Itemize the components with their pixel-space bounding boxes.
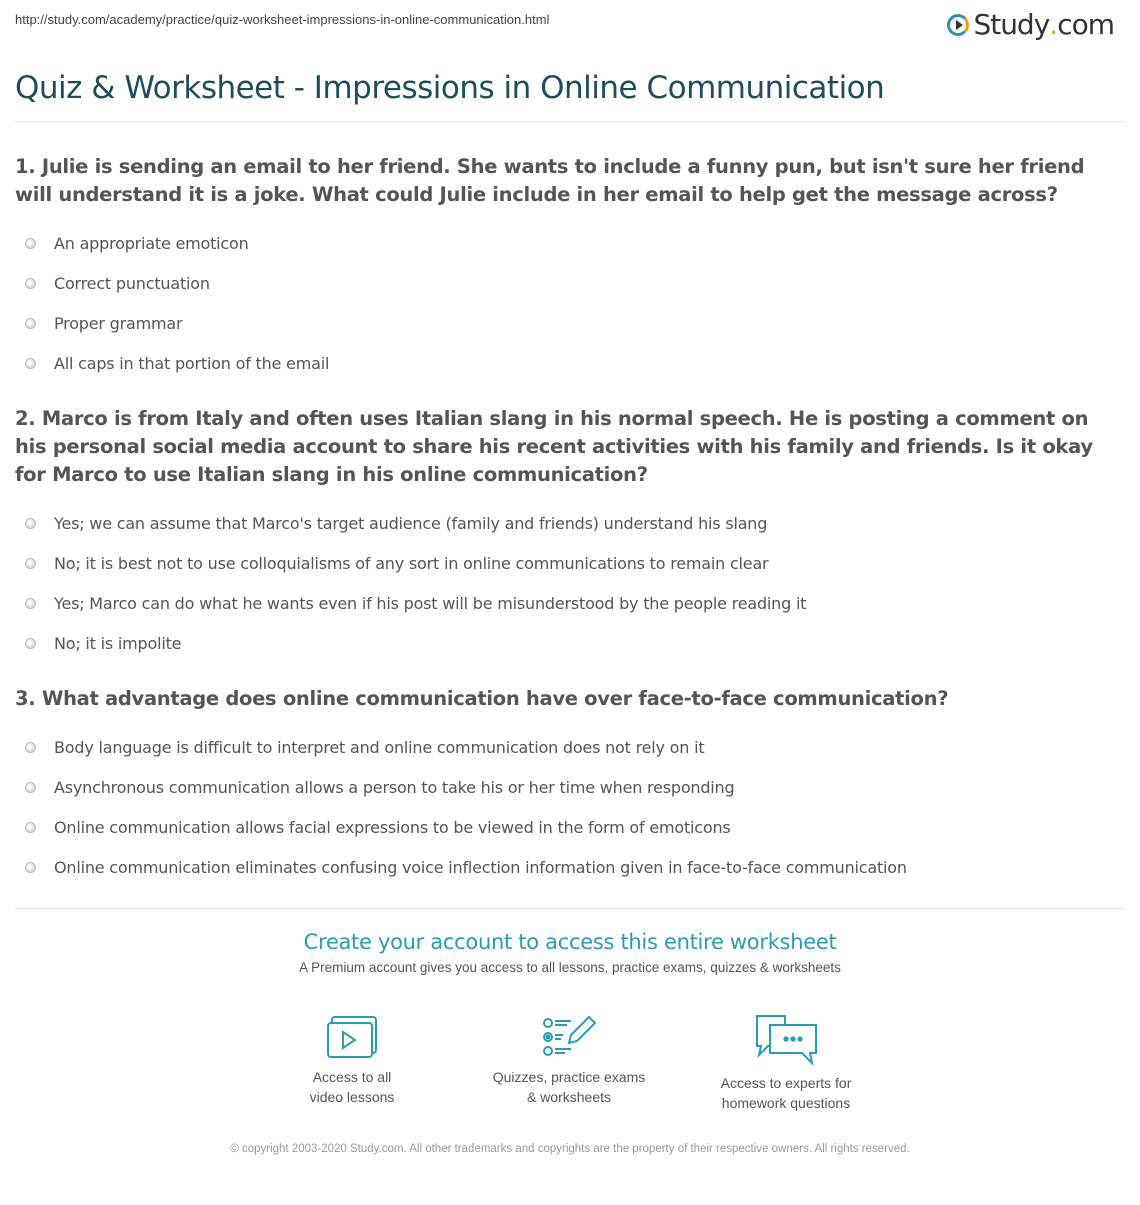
divider	[15, 908, 1125, 909]
radio-icon[interactable]	[25, 238, 36, 249]
cta-heading[interactable]: Create your account to access this entire worksheet	[303, 930, 837, 954]
answer-option[interactable]	[15, 767, 1120, 807]
page-url: http://study.com/academy/practice/quiz-worksheet-impressions-in-online-communication.html	[15, 12, 550, 27]
answer-label: Yes; we can assume that Marco's target audience (family and friends) understand his slang	[54, 513, 768, 533]
radio-icon[interactable]	[25, 278, 36, 289]
answer-label: Online communication allows facial expressions to be viewed in the form of emoticons	[54, 817, 731, 837]
answer-option[interactable]	[15, 303, 1120, 343]
radio-icon[interactable]	[25, 318, 36, 329]
answer-label: All caps in that portion of the email	[54, 353, 330, 373]
feature-label: & worksheets	[526, 1089, 612, 1105]
answer-option[interactable]	[15, 223, 1120, 263]
answer-option[interactable]	[15, 543, 1120, 583]
answer-label: Proper grammar	[54, 313, 183, 333]
answer-label: Yes; Marco can do what he wants even if his post will be misunderstood by the people reading it	[54, 593, 807, 613]
feature-label: video lessons	[309, 1089, 395, 1105]
answer-option[interactable]	[15, 503, 1120, 543]
answer-label: Correct punctuation	[54, 273, 210, 293]
answer-option[interactable]	[15, 847, 1120, 887]
feature-label: Quizzes, practice exams	[492, 1069, 646, 1085]
study-com-logo[interactable]	[947, 8, 1114, 41]
logo-dot: .	[1049, 8, 1058, 41]
divider	[15, 121, 1125, 122]
answer-label: Body language is difficult to interpret and online communication does not rely on it	[54, 737, 705, 757]
play-logo-icon	[947, 14, 969, 36]
answer-option[interactable]	[15, 583, 1120, 623]
copyright: © copyright 2003-2020 Study.com. All other trademarks and copyrights are the property of their respective owners. All rights reserved.	[230, 1143, 910, 1155]
page-title: Quiz & Worksheet - Impressions in Online Communication	[15, 70, 885, 106]
question-3	[15, 685, 1120, 887]
question-text: 2. Marco is from Italy and often uses Italian slang in his normal speech. He is posting a comment on his personal social media account to share his recent activities with his family and friends. Is it okay for Marco to use Italian slang in his online communication?	[15, 407, 1093, 486]
radio-icon[interactable]	[25, 598, 36, 609]
cta-subtext: A Premium account gives you access to all lessons, practice exams, quizzes & worksheets	[299, 960, 841, 975]
radio-icon[interactable]	[25, 558, 36, 569]
question-text: 1. Julie is sending an email to her friend. She wants to include a funny pun, but isn't sure her friend will understand it is a joke. What could Julie include in her email to help get the message across?	[15, 155, 1085, 206]
answer-label: No; it is best not to use colloquialisms of any sort in online communications to remain clear	[54, 553, 769, 573]
radio-icon[interactable]	[25, 822, 36, 833]
radio-icon[interactable]	[25, 638, 36, 649]
feature-video-lessons	[242, 1015, 462, 1107]
radio-icon[interactable]	[25, 782, 36, 793]
video-lessons-icon	[326, 1015, 378, 1059]
answer-option[interactable]	[15, 727, 1120, 767]
radio-icon[interactable]	[25, 742, 36, 753]
question-2	[15, 405, 1120, 663]
answer-option[interactable]	[15, 807, 1120, 847]
logo-name: Study	[973, 8, 1050, 41]
radio-icon[interactable]	[25, 862, 36, 873]
answer-option[interactable]	[15, 263, 1120, 303]
feature-quizzes	[459, 1015, 679, 1107]
answer-label: An appropriate emoticon	[54, 233, 249, 253]
radio-icon[interactable]	[25, 358, 36, 369]
answer-option[interactable]	[15, 623, 1120, 663]
answer-label: Asynchronous communication allows a person to take his or her time when responding	[54, 777, 735, 797]
question-1	[15, 153, 1120, 383]
chat-bubbles-icon	[754, 1015, 818, 1065]
question-text: 3. What advantage does online communication have over face-to-face communication?	[15, 687, 949, 710]
feature-label: Access to all	[312, 1069, 392, 1085]
answer-option[interactable]	[15, 343, 1120, 383]
signup-cta	[0, 930, 1140, 975]
feature-experts	[676, 1015, 896, 1113]
feature-label: homework questions	[721, 1095, 851, 1111]
logo-tld: com	[1057, 8, 1114, 41]
answer-label: Online communication eliminates confusing voice inflection information given in face-to-face communication	[54, 857, 907, 877]
radio-icon[interactable]	[25, 518, 36, 529]
quiz-checklist-icon	[541, 1015, 597, 1059]
answer-label: No; it is impolite	[54, 633, 182, 653]
feature-label: Access to experts for	[720, 1075, 852, 1091]
